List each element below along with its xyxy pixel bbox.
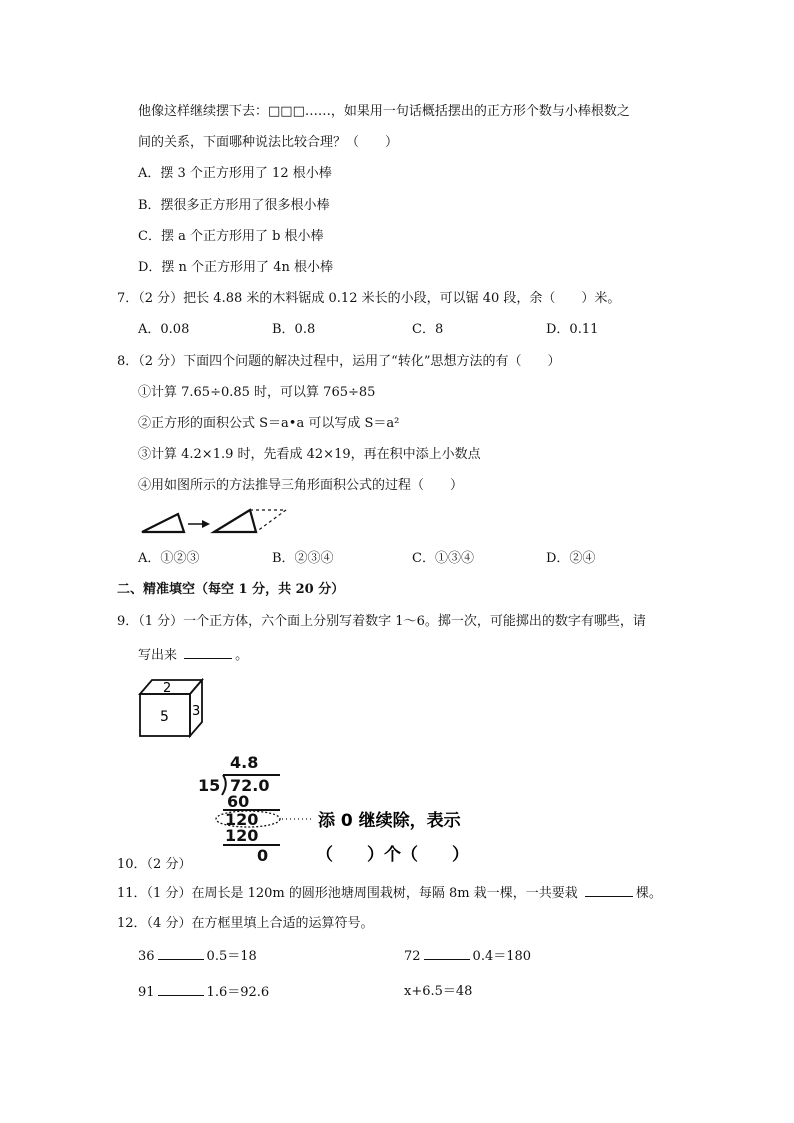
q7-stem: 7．（2 分）把长 4.88 米的木料锯成 0.12 米长的小段，可以锯 40 段，余（ ）米。 <box>117 291 621 306</box>
q9-stem-end: 。 <box>235 648 249 663</box>
q8-item-1: ①计算 7.65÷0.85 时，可以算 765÷85 <box>138 385 376 400</box>
triangle-shape <box>142 514 184 532</box>
q6-option-d: D．摆 n 个正方形用了 4n 根小棒 <box>138 260 333 275</box>
division-step3: 120 <box>225 826 259 845</box>
q8-option-a: A．①②③ <box>138 551 200 566</box>
q12-item-1-right: 0.5＝18 <box>206 949 257 964</box>
q12-item-1 <box>138 947 257 966</box>
q12-stem: 12．（4 分）在方框里填上合适的运算符号。 <box>117 916 374 931</box>
cube-top-number: 2 <box>163 681 172 696</box>
triangle-shape-2 <box>214 510 256 532</box>
q9-answer-blank[interactable] <box>184 646 232 659</box>
q11-stem-end: 棵。 <box>635 886 662 901</box>
q6-option-b: B．摆很多正方形用了很多根小棒 <box>138 198 330 213</box>
q7-option-c: C．8 <box>412 322 444 337</box>
division-note-2: （ ）个（ ） <box>316 845 469 865</box>
q7-option-a: A．0.08 <box>138 322 190 337</box>
arrow-head-icon <box>202 520 210 528</box>
long-division-figure <box>194 752 494 868</box>
q6-stem-line2: 间的关系，下面哪种说法比较合理？（ ） <box>138 135 399 150</box>
q6-stem-text: 他像这样继续摆下去： <box>138 104 269 119</box>
triangle-transform-figure <box>138 504 288 538</box>
q8-option-b: B．②③④ <box>272 551 334 566</box>
division-step1: 60 <box>227 792 250 811</box>
q12-item-2-right: 0.4＝180 <box>472 949 532 964</box>
q12-item-4 <box>404 983 472 1001</box>
q9-stem-line1: 9．（1 分）一个正方体，六个面上分别写着数字 1～6。掷一次，可能掷出的数字有哪些，请 <box>117 614 646 629</box>
division-note: 添 0 继续除，表示 <box>318 811 461 831</box>
cube-side-number: 3 <box>192 704 201 719</box>
division-divisor: 15 <box>198 776 221 795</box>
division-quotient: 4.8 <box>230 753 259 772</box>
q11-answer-blank[interactable] <box>585 884 633 897</box>
division-bracket <box>222 775 226 795</box>
q6-option-a: A．摆 3 个正方形用了 12 根小棒 <box>138 166 332 181</box>
section-title: 二、精准填空（每空 1 分，共 20 分） <box>117 582 345 597</box>
division-remainder: 0 <box>257 846 269 865</box>
q12-item-2 <box>404 947 531 966</box>
q12-blank-3[interactable] <box>158 983 204 996</box>
q8-item-2: ②正方形的面积公式 S＝a•a 可以写成 S＝a² <box>138 416 400 431</box>
q12-blank-1[interactable] <box>158 947 204 960</box>
q12-item-1-left: 36 <box>138 949 155 964</box>
division-dividend: 72.0 <box>230 776 270 795</box>
q8-item-4: ④用如图所示的方法推导三角形面积公式的过程（ ） <box>138 478 464 493</box>
q11-stem <box>117 884 662 903</box>
q12-blank-2[interactable] <box>424 947 470 960</box>
q6-stem-text-rest: ……，如果用一句话概括摆出的正方形个数与小棒根数之 <box>304 104 630 119</box>
q6-option-c: C．摆 a 个正方形用了 b 根小棒 <box>138 229 324 244</box>
cube-front-number: 5 <box>160 709 169 725</box>
q6-stem-line1 <box>138 103 630 121</box>
q10-label: 10．（2 分） <box>117 857 192 872</box>
q12-item-3 <box>138 983 269 1002</box>
q8-item-3: ③计算 4.2×1.9 时，先看成 42×19，再在积中添上小数点 <box>138 447 481 462</box>
q12-item-3-left: 91 <box>138 985 155 1000</box>
cube-figure <box>136 676 206 740</box>
q8-option-c: C．①③④ <box>412 551 474 566</box>
q12-item-4-equation: x+6.5＝48 <box>404 984 473 999</box>
q9-stem-line2 <box>138 646 248 665</box>
q7-option-b: B．0.8 <box>272 322 316 337</box>
q9-stem-text: 写出来 <box>138 648 178 663</box>
q11-stem-text: 11．（1 分）在周长是 120m 的圆形池塘周围栽树，每隔 8m 栽一棵，一共要栽 <box>117 886 578 901</box>
q8-option-d: D．②④ <box>546 551 596 566</box>
division-step2: 120 <box>225 810 259 829</box>
q12-item-3-right: 1.6＝92.6 <box>206 985 270 1000</box>
q7-option-d: D．0.11 <box>546 322 599 337</box>
q12-item-2-left: 72 <box>404 949 421 964</box>
squares-figure: □□□ <box>268 104 305 119</box>
q8-stem: 8．（2 分）下面四个问题的解决过程中，运用了“转化”思想方法的有（ ） <box>117 354 561 369</box>
